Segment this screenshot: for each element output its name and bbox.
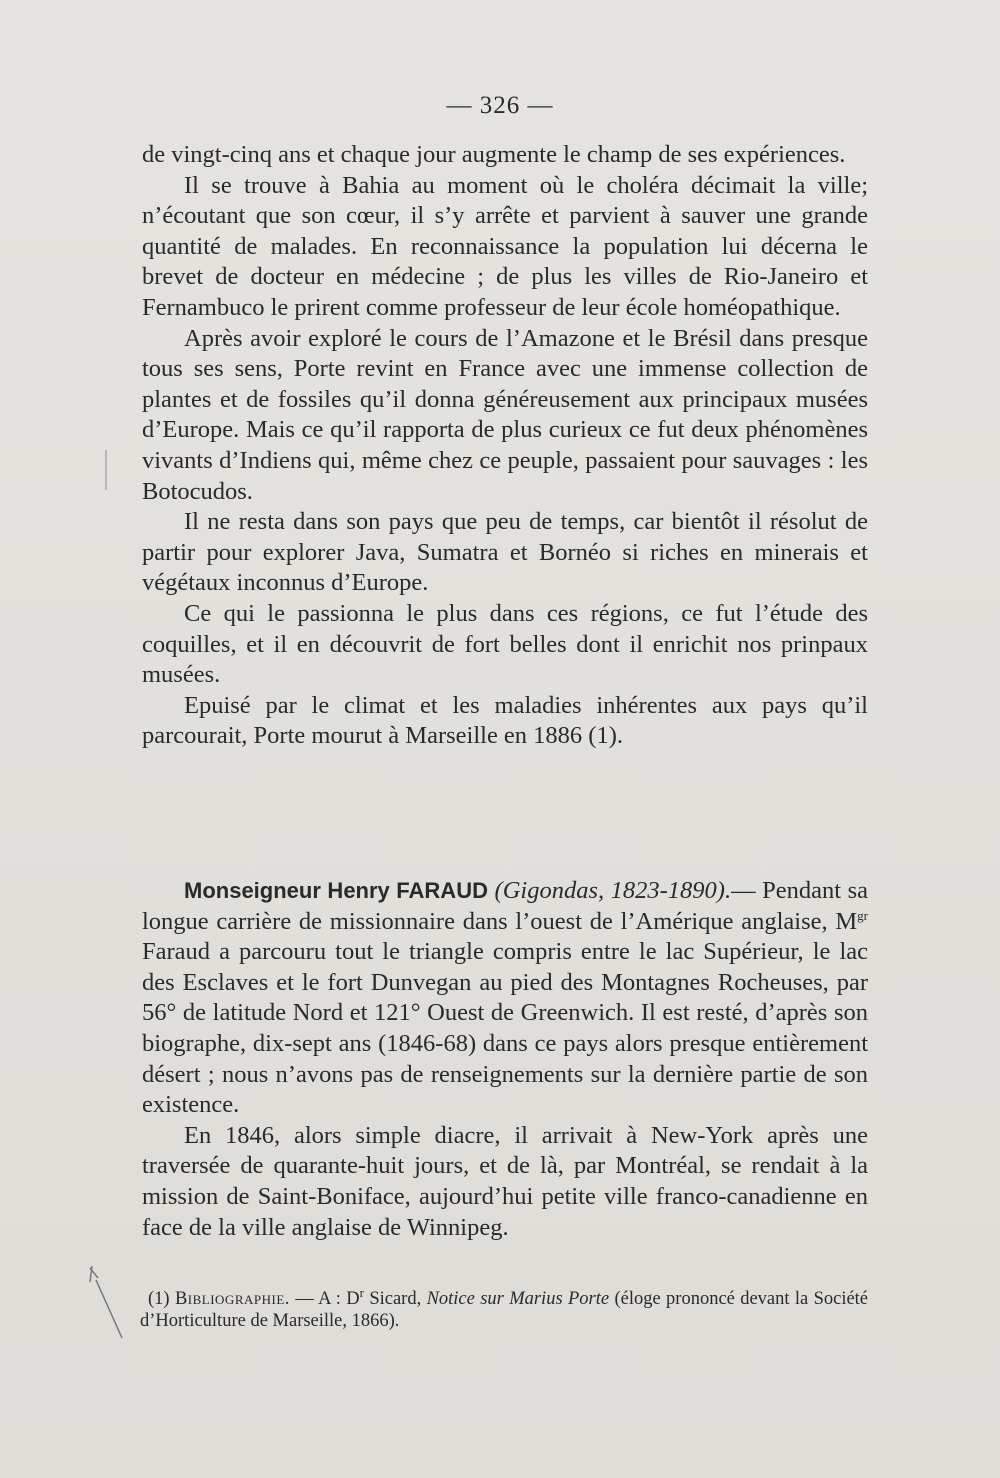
footnote bbox=[140, 1284, 869, 1332]
paragraph: Il se trouve à Bahia au moment où le choléra décimait la ville; n’écoutant que son cœur, il s’y arrête et parvient à sauver une grande quantité de malades. En reconnaissance la population lui décerna le brevet de docteur en médecine ; de plus les villes de Rio-Janeiro et Fernambuco le prirent comme professeur de leur école homéopathique. bbox=[142, 171, 868, 321]
entry-text: Faraud a parcouru tout le triangle compris entre le lac Supérieur, le lac des Esclaves et le fort Dunvegan au pied des Montagnes Rocheuses, par 56° de latitude Nord et 121° Ouest de Greenwich. Il est resté, d’après son biographe, dix-sept ans (1846-68) dans ce pays alors presque entièrement désert ; nous n’avons pas de renseignements sur la dernière partie de son existence. bbox=[142, 938, 868, 1119]
entry-place-dates: (Gigondas, 1823-1890). bbox=[494, 877, 732, 904]
footnote-title: Notice sur Marius Porte bbox=[426, 1289, 610, 1309]
pencil-mark-icon bbox=[86, 1262, 146, 1342]
paragraph: Epuisé par le climat et les maladies inhérentes aux pays qu’il parcourait, Porte mourut à Marseille en 1886 (1). bbox=[142, 691, 868, 750]
footnote-dash: — A : D bbox=[289, 1289, 360, 1309]
footnote-label: Bibliographie. bbox=[174, 1289, 290, 1309]
entry-paragraph: En 1846, alors simple diacre, il arrivait à New-York après une traversée de quarante-huit jours, et de là, par Montréal, se rendait à la mission de Saint-Boniface, aujourd’hui petite ville franco-canadienne en face de la ville anglaise de Winnipeg. bbox=[142, 1121, 868, 1241]
margin-mark-icon bbox=[104, 450, 108, 490]
paragraph: Ce qui le passionna le plus dans ces régions, ce fut l’étude des coquilles, et il en découvrit de fort belles dont il enrichit nos prinpaux musées. bbox=[142, 599, 868, 689]
paragraph: Il ne resta dans son pays que peu de temps, car bientôt il résolut de partir pour explorer Java, Sumatra et Bornéo si riches en minerais et végétaux inconnus d’Europe. bbox=[142, 508, 868, 597]
footnote-marker: (1) bbox=[148, 1289, 170, 1309]
footnote-author: Sicard, bbox=[363, 1289, 427, 1309]
footnote-dr-sup: r bbox=[359, 1284, 364, 1300]
paragraph: de vingt-cinq ans et chaque jour augmente le champ de ses expériences. bbox=[142, 141, 846, 168]
entry-name: Monseigneur Henry FARAUD bbox=[184, 878, 488, 903]
faraud-entry bbox=[142, 876, 868, 1243]
title-abbrev: gr bbox=[857, 907, 868, 923]
main-text bbox=[142, 140, 868, 752]
entry-intro: — Pendant sa longue carrière de missionnaire dans l’ouest de l’Amérique anglaise, M bbox=[142, 877, 869, 935]
footnote-rest: (éloge prononcé devant la Société d’Horticulture de Marseille, 1866). bbox=[140, 1289, 869, 1331]
page-number: — 326 — bbox=[446, 92, 554, 119]
entry-paragraph bbox=[142, 876, 868, 1121]
paragraph: Après avoir exploré le cours de l’Amazone et le Brésil dans presque tous ses sens, Porte revint en France avec une immense collection de plantes et de fossiles qu’il donna généreusement aux principaux musées d’Europe. Mais ce qu’il rapporta de plus curieux ce fut deux phénomènes vivants d’Indiens qui, même chez ce peuple, passaient pour sauvages : les Botocudos. bbox=[142, 324, 868, 505]
